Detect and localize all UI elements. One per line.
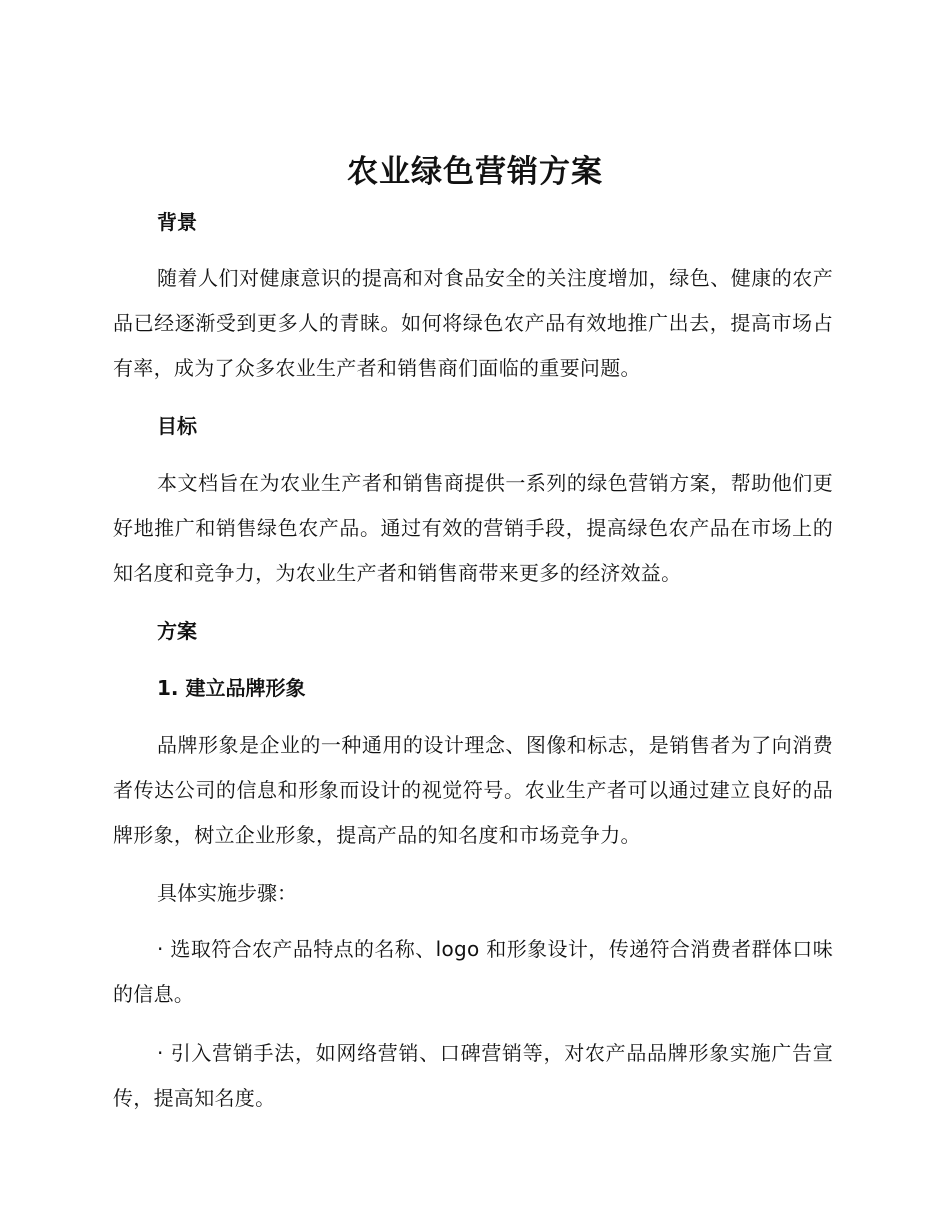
goal-paragraph: 本文档旨在为农业生产者和销售商提供一系列的绿色营销方案，帮助他们更好地推广和销售绿色农产品。通过有效的营销手段，提高绿色农产品在市场上的知名度和竞争力，为农业生产者和销售商带来更多的经济效益。: [113, 471, 833, 585]
section-heading-goal: 目标: [157, 414, 197, 438]
document-title: 农业绿色营销方案: [347, 154, 603, 190]
bullet-item-1: · 选取符合农产品特点的名称、logo 和形象设计，传递符合消费者群体口味的信息。: [113, 937, 833, 1006]
section-heading-plan: 方案: [157, 619, 197, 643]
subheading-brand-image: 1. 建立品牌形象: [157, 676, 306, 700]
section-heading-background: 背景: [157, 210, 197, 234]
steps-label: 具体实施步骤：: [157, 881, 297, 905]
background-paragraph: 随着人们对健康意识的提高和对食品安全的关注度增加，绿色、健康的农产品已经逐渐受到更多人的青睐。如何将绿色农产品有效地推广出去，提高市场占有率，成为了众多农业生产者和销售商们面临的重要问题。: [113, 266, 833, 380]
brand-image-paragraph: 品牌形象是企业的一种通用的设计理念、图像和标志，是销售者为了向消费者传达公司的信息和形象而设计的视觉符号。农业生产者可以通过建立良好的品牌形象，树立企业形象，提高产品的知名度和市场竞争力。: [113, 733, 833, 847]
bullet-item-2: · 引入营销手法，如网络营销、口碑营销等，对农产品品牌形象实施广告宣传，提高知名度。: [113, 1041, 833, 1110]
